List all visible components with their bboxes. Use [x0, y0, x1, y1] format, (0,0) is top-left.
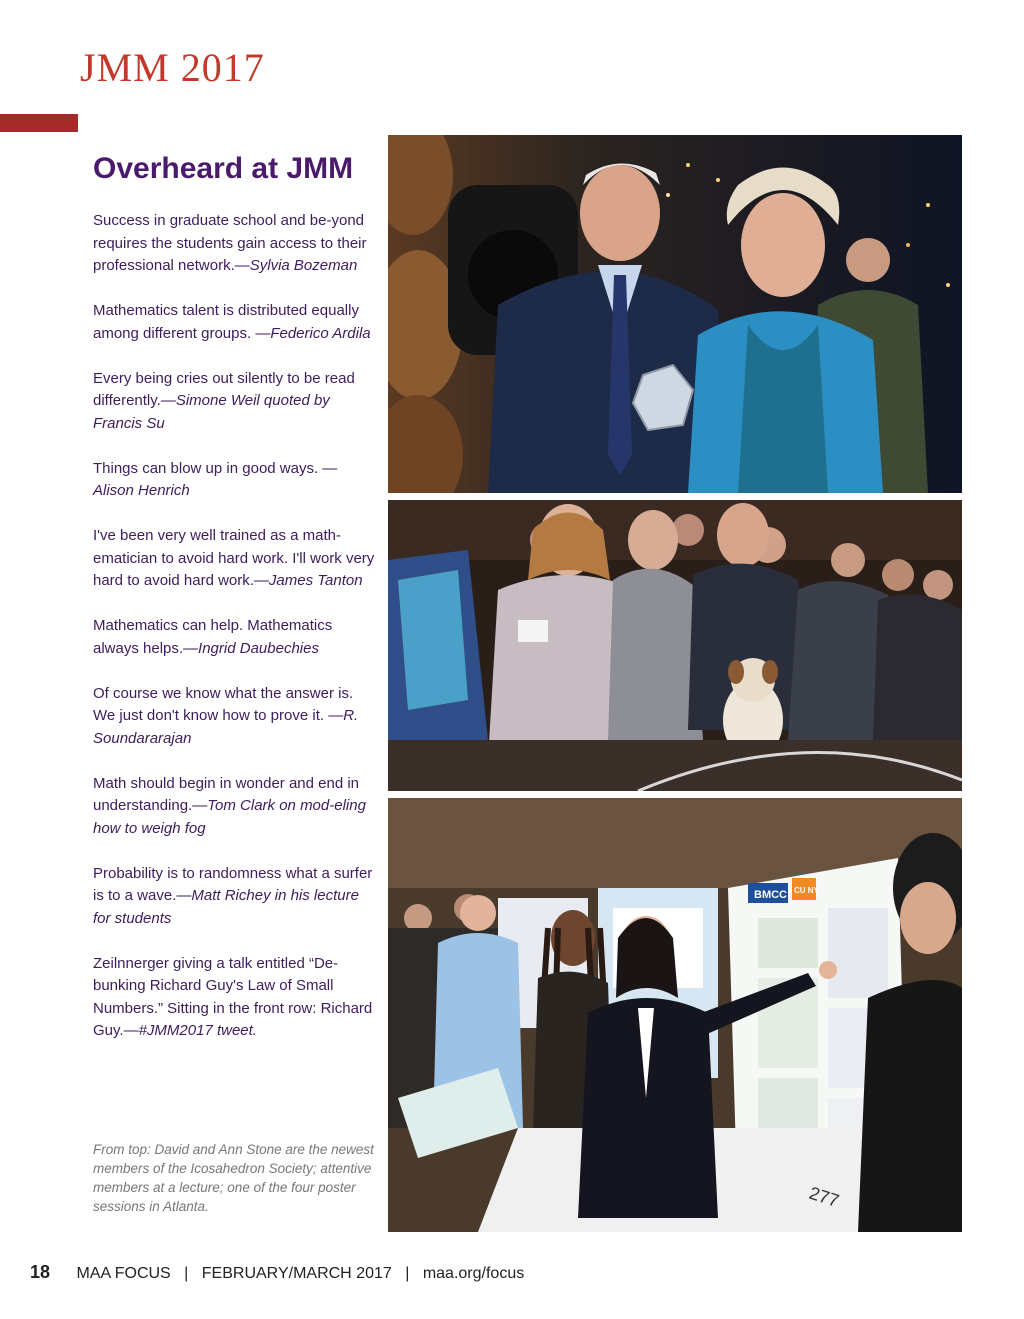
poster-logo-cuny: CU NY	[794, 886, 819, 895]
poster-logo-bmcc: BMCC	[754, 889, 787, 901]
quote	[93, 210, 378, 278]
quote-attribution: Alison Henrich	[93, 482, 190, 499]
quote-text: Zeilnnerger giving a talk entitled “De-bunking Richard Guy's Law of Small Numbers.” Sitting in the front row: Richard Guy.—	[93, 954, 373, 1039]
issue-date: FEBRUARY/MARCH 2017	[201, 1265, 392, 1282]
quote	[93, 458, 378, 503]
red-accent-bar	[0, 114, 78, 132]
photo-poster-session	[388, 798, 962, 1232]
quote-attribution: Simone Weil quoted by Francis Su	[93, 392, 330, 432]
quote-attribution: Sylvia Bozeman	[249, 257, 358, 274]
quotes-list	[93, 210, 378, 1065]
photo-lecture-audience	[388, 500, 962, 791]
quote	[93, 773, 378, 841]
quote-text: Probability is to randomness what a surfer is to a wave.—	[93, 864, 373, 904]
photo-award-recipients	[388, 135, 962, 493]
quote-text: I've been very well trained as a math-ematician to avoid hard work. I'll work very hard to avoid hard work.—	[93, 527, 375, 589]
quote	[93, 683, 378, 751]
quote-text: Mathematics talent is distributed equally among different groups. —	[93, 302, 359, 342]
quote-text: Math should begin in wonder and end in understanding.—	[93, 774, 360, 814]
quote-attribution: James Tanton	[268, 572, 363, 589]
page-number: 18	[30, 1262, 51, 1282]
article-heading: Overheard at JMM	[93, 152, 354, 185]
section-title: JMM 2017	[80, 45, 265, 90]
quote	[93, 615, 378, 660]
quote-text: Every being cries out silently to be read differently.—	[93, 369, 355, 409]
quote-text: Of course we know what the answer is. We just don't know how to prove it. —	[93, 684, 354, 724]
table-number-card: 277	[806, 1182, 842, 1212]
quote	[93, 368, 378, 436]
quote-text: Mathematics can help. Mathematics always helps.—	[93, 617, 333, 657]
quote-attribution: R. Soundararajan	[93, 707, 359, 747]
publication-name: MAA FOCUS	[76, 1265, 171, 1282]
quote-attribution: Ingrid Daubechies	[198, 639, 319, 657]
footer-separator: |	[184, 1265, 189, 1282]
footer-separator: |	[405, 1265, 410, 1282]
quote	[93, 953, 378, 1043]
quote	[93, 525, 378, 593]
quote	[93, 863, 378, 931]
website-link[interactable]: maa.org/focus	[422, 1265, 525, 1282]
quote-attribution: #JMM2017 tweet.	[138, 1022, 257, 1039]
quote-text: Success in graduate school and be-yond requires the students gain access to their professional network.—	[93, 212, 367, 274]
quote-attribution: Federico Ardila	[270, 324, 371, 342]
quote	[93, 300, 378, 345]
quote-attribution: Matt Richey in his lecture for students	[93, 887, 359, 927]
page-footer	[30, 1262, 524, 1283]
quote-text: Things can blow up in good ways. —	[93, 459, 338, 477]
quote-attribution: Tom Clark on mod-eling how to weigh fog	[93, 797, 366, 837]
photo-caption: From top: David and Ann Stone are the newest members of the Icosahedron Society; attentive members at a lecture; one of the four poster sessions in Atlanta.	[93, 1142, 374, 1214]
